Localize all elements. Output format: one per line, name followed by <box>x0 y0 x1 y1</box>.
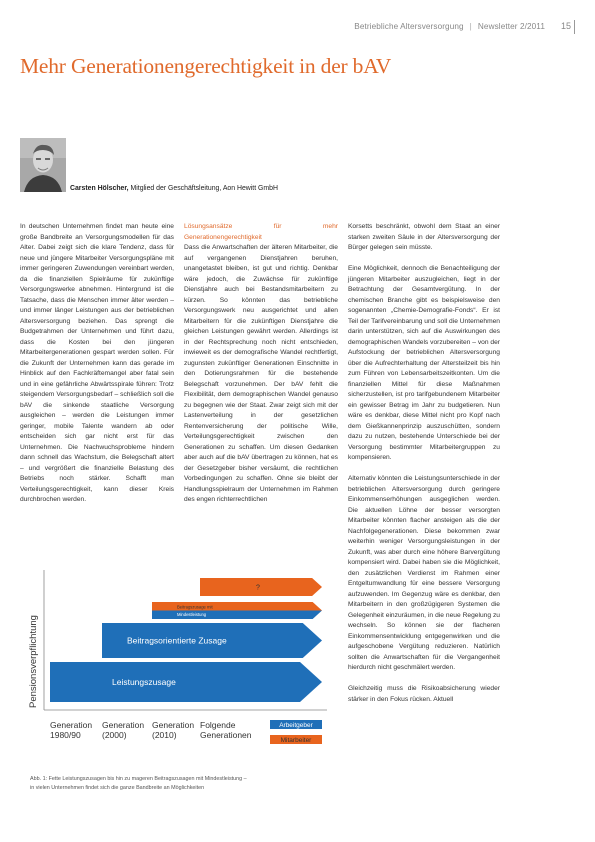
paragraph: Korsetts beschränkt, obwohl dem Staat an einer starken zweiten Säule in der Altersversorgung der Bürger gelegen sein müsste. <box>348 223 500 251</box>
author-line <box>70 185 278 192</box>
x-category-label: Generation <box>102 720 145 730</box>
text-column-1 <box>20 222 174 506</box>
arrow-label: ? <box>256 584 260 592</box>
text-column-3 <box>348 222 500 705</box>
issue-label: Newsletter 2/2011 <box>477 22 545 31</box>
author-portrait-image <box>20 138 66 192</box>
author-photo <box>20 138 66 192</box>
header-separator: | <box>469 22 472 31</box>
arrow-label: Leistungszusage <box>112 676 176 687</box>
x-category-label: Generation <box>152 720 195 730</box>
paragraph: Eine Möglichkeit, dennoch die Benachteiligung der jüngeren Mitarbeiter auszugleichen, liegt in der Betrachtung der Gesamtvergütung. In der chemischen Branche gibt es beispielsweise den sogenannten „Chemie-Demografie-Fonds“. Er ist Teil der Tarifvereinbarung und soll die Unternehmen darin unterstützen, sich auf die Auswirkungen des demographischen Wandels vorzubereiten – von der Aufstockung der betrieblichen Altersversorgung über die Aufrechterhaltung der Altersteilzeit bis hin zum Führen von Lebensarbeitszeitkonten. Um die finanziellen Mittel für diese Maßnahmen sicherzustellen, ist pro tarifgebundenem Mitarbeiter ein gewisser Betrag im Jahr zu budgetieren. Nun wäre es denkbar, diese Mittel nicht pro Kopf nach dem Gießkannenprinzip auszuschütten, sondern dazu zu nutzen, bestehende Unterschiede bei der Versorgung bestimmter Mitarbeitergruppen zu kompensieren. <box>348 265 500 461</box>
page-number: 15 <box>560 21 571 31</box>
publication-name: Betriebliche Altersversorgung <box>354 22 464 31</box>
legend-label: Mitarbeiter <box>280 737 312 744</box>
page-number-divider <box>574 20 575 34</box>
arrow-shape <box>50 662 322 702</box>
x-category-label: Folgende <box>200 720 236 730</box>
author-role: Mitglied der Geschäftsleitung, Aon Hewitt GmbH <box>128 185 278 192</box>
paragraph: Gleichzeitig muss die Risikoabsicherung wieder stärker in den Fokus rücken. Aktuell <box>348 685 500 703</box>
arrow-label: Beitragszusage mit <box>177 604 213 610</box>
figure-caption <box>30 775 330 793</box>
caption-line-2: in vielen Unternehmen findet sich die ganze Bandbreite an Möglichkeiten <box>30 784 205 791</box>
arrow-label: Beitragsorientierte Zusage <box>127 635 227 646</box>
arrow-shape <box>200 578 322 596</box>
paragraph: Alternativ könnten die Leistungsunterschiede in der betrieblichen Altersversorgung durch geringere Einkommenserhöhungen ausgeglichen werden. Die aktuellen Löhne der besser versorgten Mitarbeiter könnten flacher ansteigen als die der Nachfolgegenerationen. Diese bekommen zwar weiterhin weniger Versorgungsleistungen in der Zukunft, was aber durch eine höhere Barvergütung kompensiert wird. Dabei haben sie die Möglichkeit, den zusätzlichen Verdienst im Rahmen einer Entgeltumwandlung für eine bessere Versorgung aufzuwenden. Im Gegenzug wäre es denkbar, den Mitarbeitern in den großzügigeren Systemen die Gelegenheit einzuräumen, in die neue Regelung zu wechseln. So können sie der flacheren Einkommensentwicklung entgegenwirken und die aufgeschobene Vergütung reduzieren. Natürlich sollten die Anwartschaften für die Vergangenheit hierdurch nicht geschmälert werden. <box>348 475 500 671</box>
x-category-label: 1980/90 <box>50 730 81 740</box>
x-category-label: (2010) <box>152 730 177 740</box>
x-category-label: (2000) <box>102 730 127 740</box>
author-name: Carsten Hölscher, <box>70 185 129 192</box>
x-category-labels <box>50 720 252 740</box>
pension-diagram <box>22 570 342 750</box>
section-subheading: Lösungsansätze für mehr Generationengerechtigkeit <box>184 223 338 241</box>
text-column-2 <box>184 222 338 506</box>
running-header <box>354 22 545 31</box>
paragraph: Dass die Anwartschaften der älteren Mitarbeiter, die auf vergangenen Dienstjahren beruhen, unangetastet bleiben, ist gut und richtig. Denkbar wäre jedoch, die Zuwächse für zukünftige Dienstjahre auch bei Bestandsmitarbeitern zu kürzen. So könnten das betriebliche Versorgungswerk neu ausgerichtet und allen Mitarbeitern für die zukünftigen Dienstjahre die gleichen Leistungen gewährt werden. Allerdings ist in der Rechtsprechung noch nicht entschieden, inwieweit es der demografische Wandel rechtfertigt, zugunsten zukünftiger Generationen Einschnitte in den Dotierungsrahmen für die bestehende Belegschaft vorzunehmen. Der bAV fehlt die Flexibilität, dem demographischen Wandel genauso zu begegnen wie der Staat. Zwar zeigt sich mit der Lastenverteilung in der gesetzlichen Rentenversicherung der politische Wille, Verteilungsgerechtigkeit zwischen den Generationen zu schaffen. Um diesen Gedanken aber auch auf die bAV übertragen zu können, hat es der Gesetzgeber bisher versäumt, die rechtlichen Vorbedingungen zu schaffen. Ohne sie bleibt der Handlungsspielraum der Unternehmen im Rahmen des engen richterrechtlichen <box>184 244 338 503</box>
legend <box>270 720 322 744</box>
arrow-group <box>50 578 322 702</box>
paragraph: In deutschen Unternehmen findet man heute eine große Bandbreite an Versorgungsmodellen für das Alter. Dabei zeigt sich die klare Tendenz, dass für neue und jüngere Mitarbeiter Versorgungspläne mit immer geringeren Zuwendungen vereinbart werden, da die finanziellen Spielräume für zukünftige Versorgungswerke abnehmen. Hintergrund ist die Tatsache, dass die Menschen immer älter werden – und immer länger Leistungen aus der betrieblichen Altersversorgung beziehen. Das sprengt die Budgetrahmen der Unternehmen und führt dazu, dass die Kosten bei den jüngeren Mitarbeitergenerationen gespart werden sollen. Für die Zukunft der Unternehmen kann das gerade im Hinblick auf den Fachkräftemangel aber fatal sein und in eine gefährliche Abwärtsspirale führen: Trotz steigendem Versorgungsbedarf – schließlich soll die bAV die sinkende staatliche Versorgung ausgleichen – werden die Leistungen immer geringer, mobile Talente wandern ab oder entscheiden sich gar nicht erst für das Unternehmen. Die Nachwuchsprobleme hindern dann schnell das Wachstum, die Belegschaft altert – und vergrößert die finanzielle Belastung des Betriebs noch stärker. Schafft man Verteilungsgerechtigkeit, kann dieser Kreis durchbrochen werden. <box>20 223 174 503</box>
legend-label: Arbeitgeber <box>279 722 313 729</box>
arrow-label-2: Mindestleistung <box>177 612 207 617</box>
y-axis-label: Pensionsverpflichtung <box>28 615 39 708</box>
caption-line-1: Abb. 1: Fette Leistungszusagen bis hin zu mageren Beitragszusagen mit Mindestleistung – <box>30 776 247 782</box>
x-category-label: Generationen <box>200 730 252 740</box>
x-category-label: Generation <box>50 720 93 730</box>
article-title: Mehr Generationengerechtigkeit in der bAV <box>20 54 392 78</box>
